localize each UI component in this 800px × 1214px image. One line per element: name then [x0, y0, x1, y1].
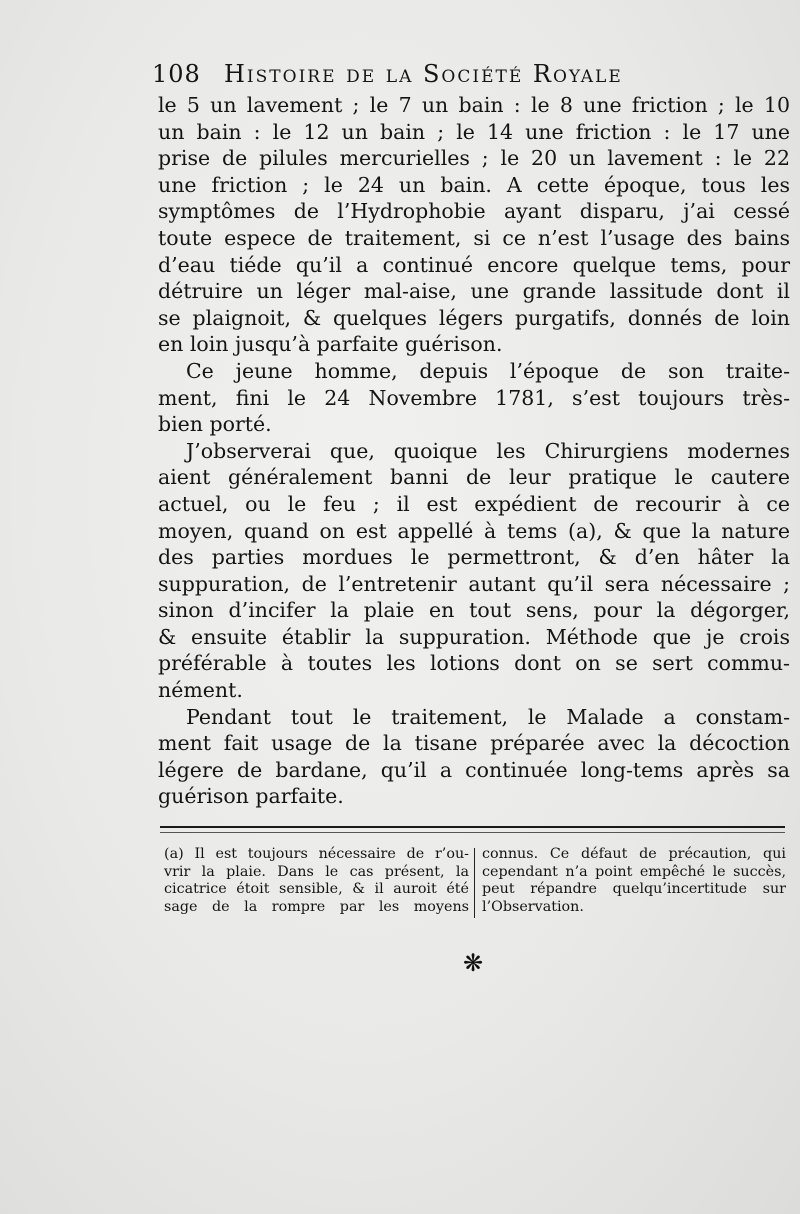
text-line: toute espece de traitement, si ce n’est l’usage des bains — [158, 225, 790, 250]
page-number: 108 — [152, 60, 201, 88]
footnote-line: connus. Ce défaut de précaution, qui — [482, 846, 786, 862]
text-line: suppuration, de l’entretenir autant qu’il sera nécessaire ; — [158, 571, 790, 596]
text-line: un bain : le 12 un bain ; le 14 une friction : le 17 une — [158, 119, 790, 144]
text-line: bien porté. — [158, 412, 272, 437]
paragraph-start: Pendant tout le traitement, le Malade a constam- — [186, 704, 790, 729]
text-line: ment, fini le 24 Novembre 1781, s’est toujours très- — [158, 385, 790, 410]
text-line: & ensuite établir la suppuration. Méthode que je crois — [158, 624, 790, 649]
footnote-line: peut répandre quelqu’incertitude sur — [482, 881, 786, 898]
text-line: d’eau tiéde qu’il a continué encore quelque tems, pour — [158, 252, 790, 277]
text-line: prise de pilules mercurielles ; le 20 un lavement : le 22 — [158, 146, 790, 171]
main-text — [158, 92, 790, 810]
text-line: guérison parfaite. — [158, 784, 344, 809]
text-line: des parties mordues le permettront, & d’en hâter la — [158, 545, 790, 570]
text-line: moyen, quand on est appellé à tems (a), & que la nature — [158, 518, 790, 543]
text-line: aient généralement banni de leur pratique le cautere — [158, 465, 790, 490]
footnote-line: (a) Il est toujours nécessaire de r’ou- — [164, 846, 469, 862]
footnote-column-divider — [474, 848, 475, 918]
footnote-line: cependant n’a point empêché le succès, — [482, 863, 786, 880]
text-line: le 5 un lavement ; le 7 un bain : le 8 une friction ; le 10 — [158, 93, 790, 117]
footnote-line: cicatrice étoit sensible, & il auroit été — [164, 881, 469, 898]
running-title: Histoire de la Société Royale — [224, 60, 623, 88]
text-line: nément. — [158, 678, 243, 703]
footnote-column-left — [164, 846, 469, 916]
printer-ornament-icon: ❋ — [462, 949, 484, 977]
text-line: symptômes de l’Hydrophobie ayant disparu, j’ai cessé — [158, 199, 790, 224]
paragraph-start: J’observerai que, quoique les Chirurgiens modernes — [186, 438, 790, 463]
text-line: actuel, ou le feu ; il est expédient de recourir à ce — [158, 491, 790, 516]
footnotes — [164, 846, 786, 926]
footnote-line: vrir la plaie. Dans le cas présent, la — [164, 863, 469, 880]
text-line: légere de bardane, qu’il a continuée long-tems après sa — [158, 757, 790, 782]
running-header — [152, 60, 712, 94]
text-line: sinon d’incifer la plaie en tout sens, pour la dégorger, — [158, 598, 790, 623]
footnote-line: l’Observation. — [482, 898, 584, 915]
footnote-line: sage de la rompre par les moyens — [164, 898, 469, 915]
text-line: ment fait usage de la tisane préparée avec la décoction — [158, 731, 790, 756]
footnote-rule-thin — [160, 832, 785, 833]
text-line: détruire un léger mal-aise, une grande lassitude dont il — [158, 279, 790, 304]
text-line: en loin jusqu’à parfaite guérison. — [158, 332, 503, 357]
text-line: préférable à toutes les lotions dont on se sert commu- — [158, 651, 790, 676]
paragraph-start: Ce jeune homme, depuis l’époque de son traite- — [186, 358, 790, 383]
text-line: une friction ; le 24 un bain. A cette époque, tous les — [158, 172, 790, 197]
footnote-column-right — [482, 846, 786, 916]
footnote-rule — [160, 826, 785, 828]
text-line: se plaignoit, & quelques légers purgatifs, donnés de loin — [158, 305, 790, 330]
